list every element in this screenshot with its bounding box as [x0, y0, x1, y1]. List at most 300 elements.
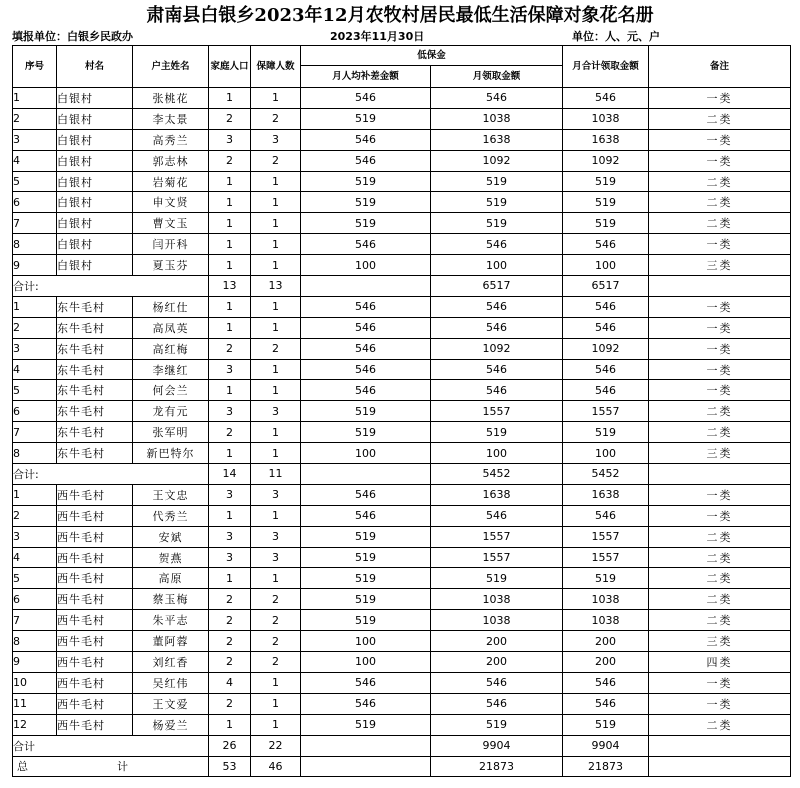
table-row: [13, 401, 791, 422]
family-size: 3: [209, 359, 251, 380]
family-size: 1: [209, 443, 251, 464]
insured-count: 2: [251, 610, 301, 631]
monthly-amount: 1092: [431, 338, 563, 359]
row-number: 8: [13, 631, 57, 652]
row-number: 8: [13, 234, 57, 255]
monthly-total-amount: 100: [563, 255, 649, 276]
family-size: 1: [209, 296, 251, 317]
insured-count: 3: [251, 526, 301, 547]
monthly-total-amount: 546: [563, 296, 649, 317]
subtotal-monthly-total: 6517: [563, 276, 649, 297]
monthly-amount: 546: [431, 505, 563, 526]
row-number: 11: [13, 693, 57, 714]
householder-name: 贺燕: [133, 547, 209, 568]
row-number: 1: [13, 88, 57, 109]
per-capita-amount: 546: [301, 338, 431, 359]
monthly-amount: 546: [431, 234, 563, 255]
category-note: 三类: [649, 443, 791, 464]
header-village: 村名: [57, 46, 133, 88]
householder-name: 高凤英: [133, 317, 209, 338]
monthly-total-amount: 519: [563, 213, 649, 234]
family-size: 2: [209, 338, 251, 359]
row-number: 9: [13, 652, 57, 673]
table-row: [13, 652, 791, 673]
family-size: 2: [209, 108, 251, 129]
householder-name: 张军明: [133, 422, 209, 443]
per-capita-amount: 546: [301, 129, 431, 150]
monthly-amount: 546: [431, 693, 563, 714]
monthly-total-amount: 1038: [563, 589, 649, 610]
monthly-amount: 1638: [431, 484, 563, 505]
per-capita-amount: 100: [301, 443, 431, 464]
table-row: [13, 192, 791, 213]
row-number: 4: [13, 547, 57, 568]
family-size: 2: [209, 610, 251, 631]
table-row: [13, 693, 791, 714]
monthly-total-amount: 519: [563, 422, 649, 443]
family-size: 1: [209, 255, 251, 276]
family-size: 1: [209, 380, 251, 401]
category-note: 一类: [649, 672, 791, 693]
per-capita-amount: 546: [301, 484, 431, 505]
table-row: [13, 150, 791, 171]
category-note: 一类: [649, 693, 791, 714]
per-capita-amount: 519: [301, 213, 431, 234]
monthly-amount: 100: [431, 443, 563, 464]
per-capita-amount: 519: [301, 422, 431, 443]
table-row: [13, 213, 791, 234]
subtotal-per-capita-empty: [301, 276, 431, 297]
monthly-total-amount: 519: [563, 171, 649, 192]
row-number: 2: [13, 317, 57, 338]
grand-total-label-right: 计: [117, 760, 128, 774]
insured-count: 3: [251, 401, 301, 422]
monthly-total-amount: 546: [563, 359, 649, 380]
village-name: 东牛毛村: [57, 443, 133, 464]
monthly-amount: 546: [431, 296, 563, 317]
reporting-unit: 填报单位：白银乡民政办: [12, 30, 133, 43]
insured-count: 1: [251, 296, 301, 317]
header-note: 备注: [649, 46, 791, 88]
village-name: 西牛毛村: [57, 693, 133, 714]
insured-count: 2: [251, 108, 301, 129]
village-name: 西牛毛村: [57, 547, 133, 568]
per-capita-amount: 100: [301, 631, 431, 652]
village-name: 西牛毛村: [57, 484, 133, 505]
monthly-amount: 200: [431, 652, 563, 673]
subtotal-row: [13, 276, 791, 297]
category-note: 三类: [649, 255, 791, 276]
village-name: 东牛毛村: [57, 401, 133, 422]
monthly-amount: 519: [431, 171, 563, 192]
insured-count: 3: [251, 129, 301, 150]
per-capita-amount: 519: [301, 401, 431, 422]
per-capita-amount: 546: [301, 359, 431, 380]
insured-count: 1: [251, 422, 301, 443]
table-row: [13, 610, 791, 631]
row-number: 7: [13, 422, 57, 443]
insured-count: 1: [251, 505, 301, 526]
village-name: 白银村: [57, 150, 133, 171]
village-name: 东牛毛村: [57, 338, 133, 359]
village-name: 西牛毛村: [57, 672, 133, 693]
row-number: 5: [13, 171, 57, 192]
family-size: 3: [209, 484, 251, 505]
monthly-total-amount: 1038: [563, 108, 649, 129]
row-number: 6: [13, 589, 57, 610]
table-row: [13, 443, 791, 464]
row-number: 10: [13, 672, 57, 693]
row-number: 5: [13, 568, 57, 589]
insured-count: 2: [251, 631, 301, 652]
unit-of-measure: 单位：人、元、户: [572, 30, 660, 43]
insured-count: 1: [251, 234, 301, 255]
village-name: 西牛毛村: [57, 652, 133, 673]
insured-count: 1: [251, 192, 301, 213]
monthly-total-amount: 1557: [563, 526, 649, 547]
insured-count: 3: [251, 484, 301, 505]
village-name: 东牛毛村: [57, 380, 133, 401]
per-capita-amount: 519: [301, 568, 431, 589]
monthly-amount: 546: [431, 317, 563, 338]
monthly-total-amount: 546: [563, 672, 649, 693]
subtotal-family-size: 14: [209, 464, 251, 485]
per-capita-amount: 519: [301, 714, 431, 735]
category-note: 二类: [649, 526, 791, 547]
per-capita-amount: 546: [301, 234, 431, 255]
table-row: [13, 422, 791, 443]
category-note: 二类: [649, 568, 791, 589]
monthly-amount: 1638: [431, 129, 563, 150]
row-number: 1: [13, 484, 57, 505]
householder-name: 夏玉芬: [133, 255, 209, 276]
row-number: 7: [13, 610, 57, 631]
householder-name: 王文爱: [133, 693, 209, 714]
per-capita-amount: 519: [301, 192, 431, 213]
category-note: 一类: [649, 338, 791, 359]
per-capita-amount: 519: [301, 171, 431, 192]
village-name: 白银村: [57, 171, 133, 192]
monthly-amount: 1557: [431, 526, 563, 547]
village-name: 东牛毛村: [57, 296, 133, 317]
monthly-total-amount: 546: [563, 88, 649, 109]
category-note: 三类: [649, 631, 791, 652]
monthly-amount: 1557: [431, 401, 563, 422]
monthly-total-amount: 200: [563, 652, 649, 673]
family-size: 2: [209, 693, 251, 714]
monthly-total-amount: 519: [563, 192, 649, 213]
category-note: 二类: [649, 192, 791, 213]
insured-count: 1: [251, 714, 301, 735]
per-capita-amount: 546: [301, 380, 431, 401]
householder-name: 董阿蓉: [133, 631, 209, 652]
grand-total-per-capita-empty: [301, 756, 431, 777]
subtotal-insured-count: 11: [251, 464, 301, 485]
family-size: 2: [209, 652, 251, 673]
table-row: [13, 714, 791, 735]
monthly-total-amount: 1092: [563, 338, 649, 359]
grand-total-note-empty: [649, 756, 791, 777]
per-capita-amount: 519: [301, 108, 431, 129]
monthly-amount: 519: [431, 422, 563, 443]
category-note: 二类: [649, 213, 791, 234]
row-number: 2: [13, 108, 57, 129]
village-name: 东牛毛村: [57, 422, 133, 443]
monthly-total-amount: 1638: [563, 484, 649, 505]
row-number: 3: [13, 338, 57, 359]
subtotal-insured-count: 13: [251, 276, 301, 297]
monthly-amount: 519: [431, 568, 563, 589]
householder-name: 张桃花: [133, 88, 209, 109]
householder-name: 高秀兰: [133, 129, 209, 150]
header-householder: 户主姓名: [133, 46, 209, 88]
per-capita-amount: 519: [301, 610, 431, 631]
householder-name: 新巴特尔: [133, 443, 209, 464]
householder-name: 龙有元: [133, 401, 209, 422]
subtotal-note-empty: [649, 276, 791, 297]
monthly-total-amount: 546: [563, 234, 649, 255]
monthly-amount: 546: [431, 359, 563, 380]
householder-name: 王文忠: [133, 484, 209, 505]
category-note: 二类: [649, 422, 791, 443]
header-no: 序号: [13, 46, 57, 88]
grand-total-row: [13, 756, 791, 777]
monthly-total-amount: 519: [563, 568, 649, 589]
per-capita-amount: 519: [301, 589, 431, 610]
monthly-amount: 519: [431, 213, 563, 234]
village-name: 白银村: [57, 129, 133, 150]
family-size: 3: [209, 526, 251, 547]
row-number: 6: [13, 401, 57, 422]
monthly-amount: 546: [431, 88, 563, 109]
row-number: 7: [13, 213, 57, 234]
monthly-amount: 1038: [431, 610, 563, 631]
village-name: 白银村: [57, 213, 133, 234]
householder-name: 李继红: [133, 359, 209, 380]
category-note: 一类: [649, 359, 791, 380]
category-note: 一类: [649, 234, 791, 255]
row-number: 5: [13, 380, 57, 401]
table-row: [13, 672, 791, 693]
subtotal-family-size: 13: [209, 276, 251, 297]
insured-count: 1: [251, 672, 301, 693]
monthly-total-amount: 1092: [563, 150, 649, 171]
family-size: 2: [209, 150, 251, 171]
family-size: 1: [209, 171, 251, 192]
family-size: 2: [209, 422, 251, 443]
row-number: 2: [13, 505, 57, 526]
subtotal-row: [13, 735, 791, 756]
category-note: 一类: [649, 380, 791, 401]
insured-count: 1: [251, 443, 301, 464]
householder-name: 高原: [133, 568, 209, 589]
monthly-total-amount: 1038: [563, 610, 649, 631]
village-name: 西牛毛村: [57, 589, 133, 610]
village-name: 白银村: [57, 108, 133, 129]
village-name: 西牛毛村: [57, 631, 133, 652]
grand-total-label-left: 总: [17, 760, 28, 774]
village-name: 西牛毛村: [57, 505, 133, 526]
subtotal-label: 合计:: [13, 276, 209, 297]
table-row: [13, 255, 791, 276]
per-capita-amount: 546: [301, 693, 431, 714]
table-row: [13, 568, 791, 589]
per-capita-amount: 546: [301, 296, 431, 317]
monthly-amount: 546: [431, 380, 563, 401]
subtotal-monthly-amount: 5452: [431, 464, 563, 485]
category-note: 二类: [649, 610, 791, 631]
header-per-capita: 月人均补差金额: [301, 66, 431, 88]
roster-table: [12, 45, 791, 777]
insured-count: 1: [251, 255, 301, 276]
subtotal-row: [13, 464, 791, 485]
householder-name: 曹文玉: [133, 213, 209, 234]
table-row: [13, 526, 791, 547]
table-row: [13, 380, 791, 401]
householder-name: 高红梅: [133, 338, 209, 359]
row-number: 4: [13, 150, 57, 171]
householder-name: 岩菊花: [133, 171, 209, 192]
table-row: [13, 631, 791, 652]
grand-total-label: [13, 756, 209, 777]
header-insured: 保障人数: [251, 46, 301, 88]
category-note: 二类: [649, 714, 791, 735]
monthly-amount: 519: [431, 192, 563, 213]
grand-total-monthly-total: 21873: [563, 756, 649, 777]
per-capita-amount: 546: [301, 672, 431, 693]
table-row: [13, 589, 791, 610]
village-name: 东牛毛村: [57, 317, 133, 338]
subtotal-per-capita-empty: [301, 464, 431, 485]
householder-name: 闫开科: [133, 234, 209, 255]
header-dibao: 低保金: [301, 46, 563, 66]
insured-count: 2: [251, 589, 301, 610]
village-name: 西牛毛村: [57, 526, 133, 547]
family-size: 3: [209, 547, 251, 568]
householder-name: 郭志林: [133, 150, 209, 171]
householder-name: 杨红仕: [133, 296, 209, 317]
per-capita-amount: 519: [301, 526, 431, 547]
category-note: 一类: [649, 317, 791, 338]
insured-count: 2: [251, 338, 301, 359]
family-size: 1: [209, 714, 251, 735]
family-size: 1: [209, 192, 251, 213]
category-note: 二类: [649, 401, 791, 422]
row-number: 8: [13, 443, 57, 464]
grand-total-insured-count: 46: [251, 756, 301, 777]
table-row: [13, 129, 791, 150]
category-note: 二类: [649, 547, 791, 568]
table-row: [13, 505, 791, 526]
village-name: 白银村: [57, 255, 133, 276]
header-monthly-total: 月合计领取金额: [563, 46, 649, 88]
table-row: [13, 317, 791, 338]
family-size: 3: [209, 401, 251, 422]
insured-count: 1: [251, 568, 301, 589]
householder-name: 李太景: [133, 108, 209, 129]
per-capita-amount: 546: [301, 150, 431, 171]
monthly-amount: 100: [431, 255, 563, 276]
subtotal-monthly-total: 5452: [563, 464, 649, 485]
monthly-amount: 1092: [431, 150, 563, 171]
village-name: 西牛毛村: [57, 610, 133, 631]
monthly-amount: 546: [431, 672, 563, 693]
monthly-amount: 1038: [431, 108, 563, 129]
category-note: 一类: [649, 129, 791, 150]
family-size: 1: [209, 317, 251, 338]
monthly-total-amount: 546: [563, 693, 649, 714]
table-row: [13, 338, 791, 359]
insured-count: 1: [251, 693, 301, 714]
insured-count: 1: [251, 213, 301, 234]
subtotal-label: 合计: [13, 735, 209, 756]
per-capita-amount: 519: [301, 547, 431, 568]
category-note: 一类: [649, 484, 791, 505]
householder-name: 朱平志: [133, 610, 209, 631]
subtotal-monthly-total: 9904: [563, 735, 649, 756]
monthly-total-amount: 200: [563, 631, 649, 652]
family-size: 3: [209, 129, 251, 150]
monthly-total-amount: 1557: [563, 401, 649, 422]
category-note: 一类: [649, 296, 791, 317]
grand-total-family-size: 53: [209, 756, 251, 777]
family-size: 2: [209, 631, 251, 652]
family-size: 1: [209, 505, 251, 526]
header-family-size: 家庭人口: [209, 46, 251, 88]
category-note: 四类: [649, 652, 791, 673]
monthly-total-amount: 1638: [563, 129, 649, 150]
table-row: [13, 296, 791, 317]
family-size: 1: [209, 234, 251, 255]
monthly-amount: 200: [431, 631, 563, 652]
householder-name: 安斌: [133, 526, 209, 547]
insured-count: 1: [251, 380, 301, 401]
insured-count: 3: [251, 547, 301, 568]
insured-count: 1: [251, 359, 301, 380]
table-row: [13, 359, 791, 380]
per-capita-amount: 546: [301, 317, 431, 338]
monthly-amount: 519: [431, 714, 563, 735]
category-note: 二类: [649, 108, 791, 129]
insured-count: 1: [251, 171, 301, 192]
insured-count: 1: [251, 88, 301, 109]
householder-name: 吴红伟: [133, 672, 209, 693]
monthly-total-amount: 546: [563, 317, 649, 338]
monthly-total-amount: 546: [563, 505, 649, 526]
category-note: 一类: [649, 88, 791, 109]
per-capita-amount: 546: [301, 88, 431, 109]
subtotal-note-empty: [649, 464, 791, 485]
per-capita-amount: 546: [301, 505, 431, 526]
report-date: 2023年11月30日: [330, 30, 425, 43]
category-note: 一类: [649, 505, 791, 526]
category-note: 二类: [649, 589, 791, 610]
row-number: 12: [13, 714, 57, 735]
householder-name: 蔡玉梅: [133, 589, 209, 610]
insured-count: 1: [251, 317, 301, 338]
roster-body: [13, 88, 791, 777]
row-number: 4: [13, 359, 57, 380]
table-row: [13, 547, 791, 568]
village-name: 西牛毛村: [57, 714, 133, 735]
subtotal-note-empty: [649, 735, 791, 756]
family-size: 2: [209, 589, 251, 610]
monthly-amount: 1038: [431, 589, 563, 610]
grand-total-monthly-amount: 21873: [431, 756, 563, 777]
family-size: 1: [209, 568, 251, 589]
table-row: [13, 171, 791, 192]
category-note: 二类: [649, 171, 791, 192]
